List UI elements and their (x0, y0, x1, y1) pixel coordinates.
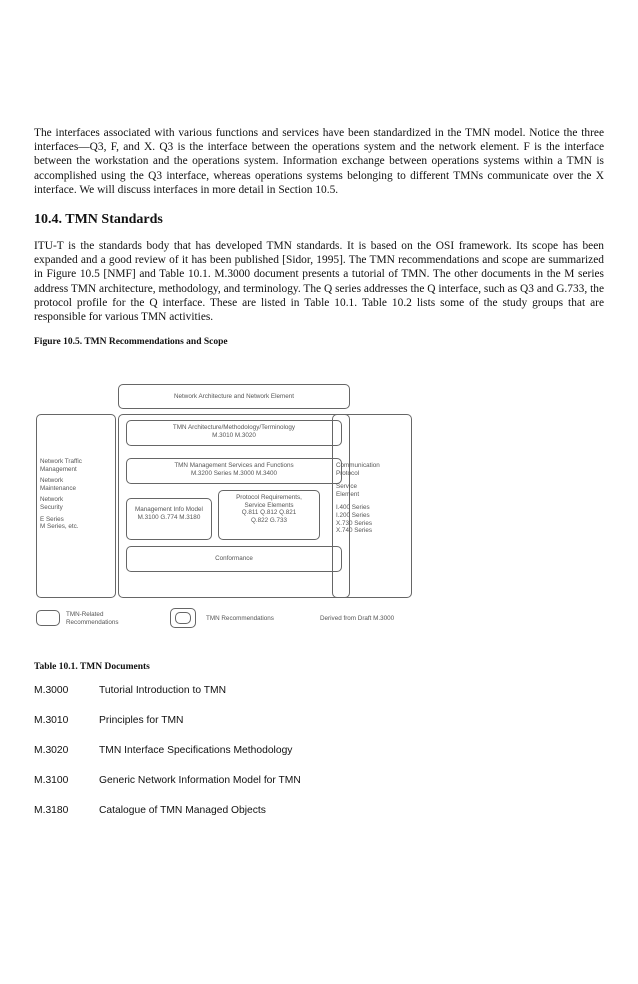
legend-related-swatch (36, 610, 60, 626)
tmn-recommendations-figure (30, 378, 614, 640)
right-scope-items-line-1: Communication (336, 462, 380, 469)
left-scope-items-line-4: Maintenance (40, 484, 77, 492)
legend-related-label-line-1: TMN-Related (66, 611, 104, 618)
document-code: M.3100 (34, 775, 69, 786)
document-code: M.3010 (34, 715, 69, 726)
right-scope-items-line-4: Element (336, 490, 360, 498)
right-scope-items-line-5: I.400 Series (336, 504, 370, 512)
figure-source-label-line-1: Derived from Draft M.3000 (320, 615, 395, 622)
standards-paragraph: ITU-T is the standards body that has developed TMN standards. It is based on the OSI framework. Its scope has been expanded and a good review of it has been published [Sidor, 1995]. The TMN recommendations and scope are summarized in Figure 10.5 [NMF] and Table 10.1. M.3000 document presents a tutorial of TMN. The other documents in the M series address TMN architecture, methodology, and terminology. The Q series addresses the Q interface, such as Q3 and G.733, the protocol profile for the Q interface. These are listed in Table 10.1. Table 10.2 lists some of the study groups that are responsible for various TMN activities. (34, 240, 604, 324)
left-scope-items-line-7: E Series (40, 515, 64, 523)
left-scope-items-line-3: Network (40, 477, 64, 485)
left-scope-items-line-8: M Series, etc. (40, 523, 79, 531)
left-scope-items-line-6: Security (40, 503, 63, 511)
right-scope-items (336, 462, 410, 535)
legend-recommendations-label-line-1: TMN Recommendations (206, 615, 274, 622)
document-description: TMN Interface Specifications Methodology (99, 745, 293, 756)
legend-recommendations-swatch-inner (175, 612, 191, 624)
left-scope-items-line-1: Network Traffic (40, 458, 82, 465)
left-scope-items-line-2: Management (40, 465, 77, 473)
conformance-label-line-1: Conformance (215, 555, 253, 562)
protocol-requirements-label-line-3: Q.811 Q.812 Q.821 (241, 509, 297, 517)
document-description: Tutorial Introduction to TMN (99, 685, 227, 696)
legend-related-label (66, 611, 119, 626)
document-code: M.3180 (34, 805, 69, 816)
conformance-label (126, 555, 342, 563)
protocol-requirements-label-line-1: Protocol Requirements, (236, 494, 302, 501)
left-scope-items-line-5: Network (40, 496, 64, 504)
right-scope-items-line-8: X.740 Series (336, 527, 373, 535)
management-services-label-line-2: M.3200 Series M.3000 M.3400 (190, 469, 278, 477)
management-services-label (126, 462, 342, 477)
table-title: Table 10.1. TMN Documents (34, 662, 150, 672)
management-info-model-label-line-2: M.3100 G.774 M.3180 (137, 513, 201, 521)
network-architecture-label: Network Architecture and Network Element (173, 393, 295, 400)
legend-recommendations-label (206, 615, 274, 623)
architecture-methodology-label-line-1: TMN Architecture/Methodology/Terminology (172, 424, 296, 431)
figure-caption: Figure 10.5. TMN Recommendations and Scope (34, 337, 228, 347)
protocol-requirements-label (218, 494, 320, 524)
management-info-model-label-line-1: Management Info Model (135, 506, 203, 513)
figure-source-label (320, 615, 394, 623)
document-description: Generic Network Information Model for TMN (99, 775, 301, 786)
management-info-model-label (126, 506, 212, 521)
left-scope-items (40, 458, 114, 531)
section-title: 10.4. TMN Standards (34, 212, 163, 227)
architecture-methodology-label (126, 424, 342, 439)
intro-paragraph: The interfaces associated with various functions and services have been standardized in the TMN model. Notice the three interfaces—Q3, F, and X. Q3 is the interface between the operations system and the network element. F is the interface between the workstation and the operations system. Information exchange between operations systems within a TMN is accomplished using the Q3 interface, whereas operations systems belonging to different TMNs communicate over the X interface. We will discuss interfaces in more detail in Section 10.5. (34, 127, 604, 196)
legend-recommendations-swatch (170, 608, 196, 628)
right-scope-items-line-6: I.200 Series (336, 511, 370, 519)
protocol-requirements-label-line-4: Q.822 G.733 (250, 516, 288, 524)
right-scope-items-line-2: Protocol (336, 469, 360, 477)
management-services-label-line-1: TMN Management Services and Functions (174, 462, 294, 469)
protocol-requirements-label-line-2: Service Elements (244, 501, 294, 509)
legend-related-label-line-2: Recommendations (66, 618, 119, 626)
right-scope-items-line-7: X.730 Series (336, 519, 373, 527)
document-code: M.3020 (34, 745, 69, 756)
document-code: M.3000 (34, 685, 69, 696)
document-description: Principles for TMN (99, 715, 184, 726)
right-scope-items-line-3: Service (336, 483, 357, 491)
document-description: Catalogue of TMN Managed Objects (99, 805, 266, 816)
architecture-methodology-label-line-2: M.3010 M.3020 (212, 431, 256, 439)
